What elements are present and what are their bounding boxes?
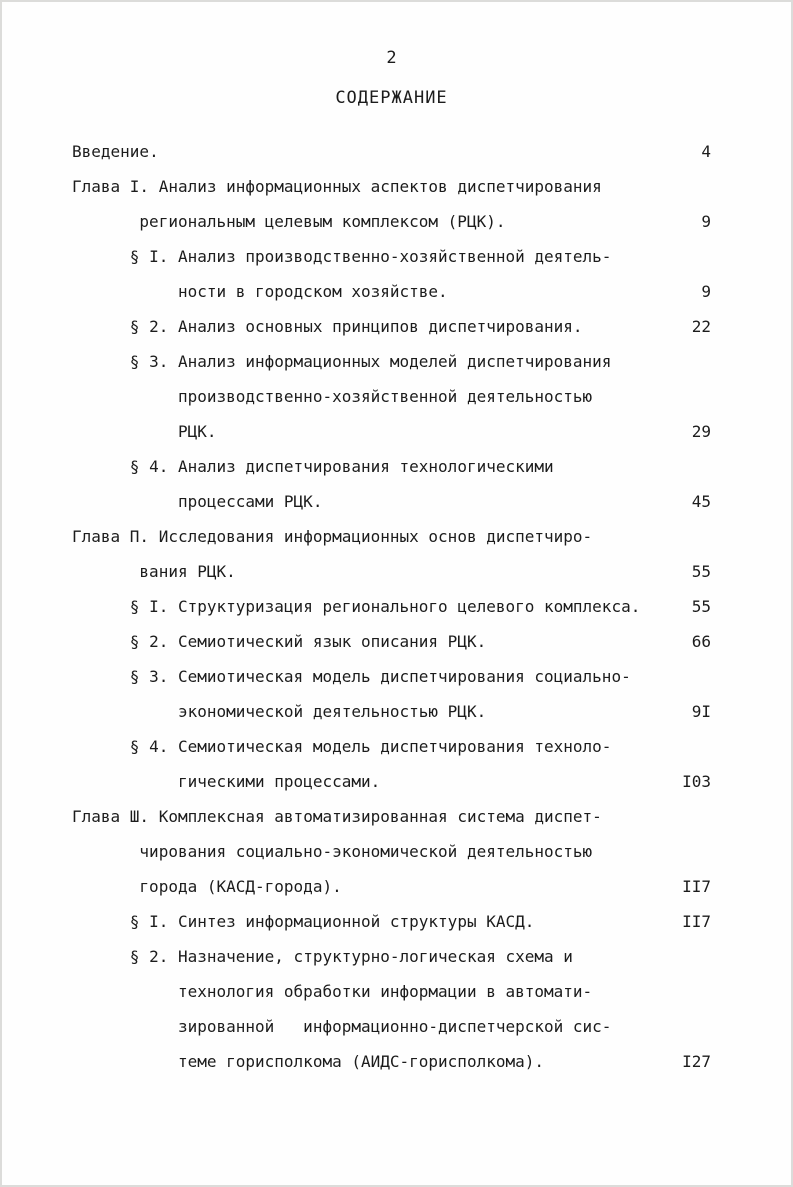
toc-entry-text: города (КАСД-города). [139, 877, 342, 896]
toc-entry-text: § 2. Анализ основных принципов диспетчирования. [129, 317, 583, 336]
toc-line [72, 1044, 711, 1079]
page-number: 2 [386, 48, 397, 68]
toc-entry-text: § 4. Семиотическая модель диспетчирования техноло- [129, 737, 612, 756]
toc-line [72, 344, 711, 379]
toc-page-number: 45 [691, 492, 711, 511]
toc-entry-text: § 4. Анализ диспетчирования технологическими [129, 457, 554, 476]
toc-page-number: I03 [682, 772, 711, 791]
toc-line [72, 414, 711, 449]
toc-line [72, 694, 711, 729]
toc-line [72, 274, 711, 309]
toc-line [72, 204, 711, 239]
toc-line [72, 729, 711, 764]
toc-entry-text: Введение. [72, 142, 159, 161]
toc-page-number: 9I [691, 702, 711, 721]
toc-line [72, 974, 711, 1009]
toc-line [72, 134, 711, 169]
toc-page-number: 55 [691, 562, 711, 581]
toc-page-number: I27 [682, 1052, 711, 1071]
toc-line [72, 869, 711, 904]
toc-entry-text: § I. Синтез информационной структуры КАСД. [129, 912, 535, 931]
toc-line [72, 589, 711, 624]
toc-entry-text: теме горисполкома (АИДС-горисполкома). [177, 1052, 544, 1071]
toc-entry-text: § I. Структуризация регионального целевого комплекса. [129, 597, 641, 616]
toc-line [72, 239, 711, 274]
toc-entry-text: § 2. Семиотический язык описания РЦК. [129, 632, 487, 651]
toc-entry-text: Глава П. Исследования информационных основ диспетчиро- [72, 527, 593, 546]
page-title: СОДЕРЖАНИЕ [335, 88, 448, 108]
toc-line [72, 519, 711, 554]
toc-page-number: 55 [691, 597, 711, 616]
toc-page-number: II7 [682, 877, 711, 896]
toc-line [72, 764, 711, 799]
toc-entry-text: Глава I. Анализ информационных аспектов диспетчирования [72, 177, 602, 196]
toc-entry-text: гическими процессами. [177, 772, 381, 791]
toc-line [72, 834, 711, 869]
toc-entry-text: ности в городском хозяйстве. [177, 282, 448, 301]
toc-line [72, 659, 711, 694]
toc-entry-text: § 3. Анализ информационных моделей диспетчирования [129, 352, 612, 371]
toc-entry-text: экономической деятельностью РЦК. [177, 702, 487, 721]
toc-entry-text: технология обработки информации в автомати- [177, 982, 593, 1001]
toc-line [72, 169, 711, 204]
toc-entry-text: региональным целевым комплексом (РЦК). [139, 212, 506, 231]
toc-page-number: 9 [701, 212, 711, 231]
toc-entry-text: производственно-хозяйственной деятельностью [177, 387, 593, 406]
toc-entry-text: вания РЦК. [139, 562, 236, 581]
toc-line [72, 1009, 711, 1044]
toc-page-number: II7 [682, 912, 711, 931]
toc-entry-text: § 3. Семиотическая модель диспетчирования социально- [129, 667, 631, 686]
toc-line [72, 939, 711, 974]
toc-page-number: 22 [691, 317, 711, 336]
toc-entry-text: РЦК. [177, 422, 217, 441]
toc-line [72, 484, 711, 519]
toc-list [72, 134, 711, 1079]
toc-page-number: 66 [691, 632, 711, 651]
toc-page-number: 4 [701, 142, 711, 161]
toc-entry-text: § 2. Назначение, структурно-логическая схема и [129, 947, 573, 966]
toc-entry-text: Глава Ш. Комплексная автоматизированная система диспет- [72, 807, 602, 826]
toc-line [72, 449, 711, 484]
toc-entry-text: § I. Анализ производственно-хозяйственной деятель- [129, 247, 612, 266]
toc-line [72, 379, 711, 414]
toc-entry-text: процессами РЦК. [177, 492, 323, 511]
toc-line [72, 554, 711, 589]
toc-entry-text: зированной информационно-диспетчерской сис- [177, 1017, 612, 1036]
toc-page-number: 9 [701, 282, 711, 301]
toc-line [72, 624, 711, 659]
toc-entry-text: чирования социально-экономической деятельностью [139, 842, 593, 861]
toc-line [72, 799, 711, 834]
toc-page-number: 29 [691, 422, 711, 441]
toc-line [72, 904, 711, 939]
toc-line [72, 309, 711, 344]
